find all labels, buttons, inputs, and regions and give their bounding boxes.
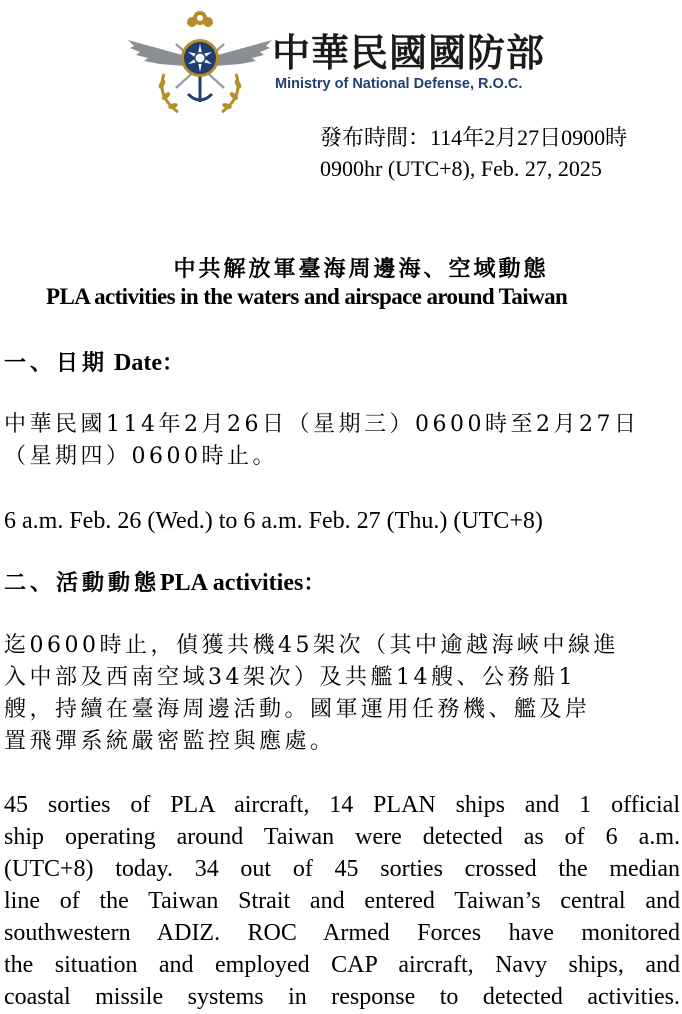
section-heading-activities-colon: ： [303,570,330,596]
section-heading-date-en: Date [114,350,162,376]
activities-en-line: line of the Taiwan Strait and entered Taiwan’s central and [4,888,680,914]
mnd-emblem-icon [126,4,274,116]
activities-en-line: coastal missile systems in response to detected activities. [4,984,680,1010]
activities-en-line: southwestern ADIZ. ROC Armed Forces have monitored [4,920,680,946]
ministry-name-zh: 中華民國國防部 [272,31,546,75]
date-zh-line: 中華民國114年2月26日（星期三）0600時至2月27日 [4,412,640,437]
activities-zh-line: 迄0600時止，偵獲共機45架次（其中逾越海峽中線進 [4,633,619,658]
release-time-en: 0900hr (UTC+8), Feb. 27, 2025 [320,156,602,181]
activities-en-line: (UTC+8) today. 34 out of 45 sorties crossed the median [4,856,680,882]
activities-zh-line: 入中部及西南空域34架次）及共艦14艘、公務船1 [4,665,576,690]
date-paragraph-en [4,505,680,537]
section-heading-date [4,346,188,377]
activities-paragraph-zh [4,630,682,758]
release-time-zh: 發布時間：114年2月27日0900時 [320,125,628,150]
activities-en-line: 45 sorties of PLA aircraft, 14 PLAN ships and 1 official [4,792,680,818]
section-heading-activities [4,566,329,597]
ministry-header [126,4,586,116]
activities-en-line: the situation and employed CAP aircraft, Navy ships, and [4,952,680,978]
date-en-line: 6 a.m. Feb. 26 (Wed.) to 6 a.m. Feb. 27 (Thu.) (UTC+8) [4,508,543,534]
section-heading-date-colon: ： [162,350,189,376]
activities-paragraph-en [4,789,680,1013]
activities-en-line: ship operating around Taiwan were detected as of 6 a.m. [4,824,680,850]
date-paragraph-zh [4,409,682,473]
section-heading-activities-en: PLA activities [160,570,304,596]
section-heading-activities-zh: 二、活動動態 [4,570,161,596]
activities-zh-line: 艘，持續在臺海周邊活動。國軍運用任務機、艦及岸 [4,697,591,722]
activities-zh-line: 置飛彈系統嚴密監控與應處。 [4,729,336,754]
page-title-zh: 中共解放軍臺海周邊海、空域動態 [173,256,549,282]
ministry-name-en: Ministry of National Defense, R.O.C. [275,76,523,92]
page-title-en: PLA activities in the waters and airspace around Taiwan [46,284,568,309]
date-zh-line: （星期四）0600時止。 [4,444,278,469]
release-time [320,122,627,184]
section-heading-date-zh: 一、日期 [4,350,109,376]
